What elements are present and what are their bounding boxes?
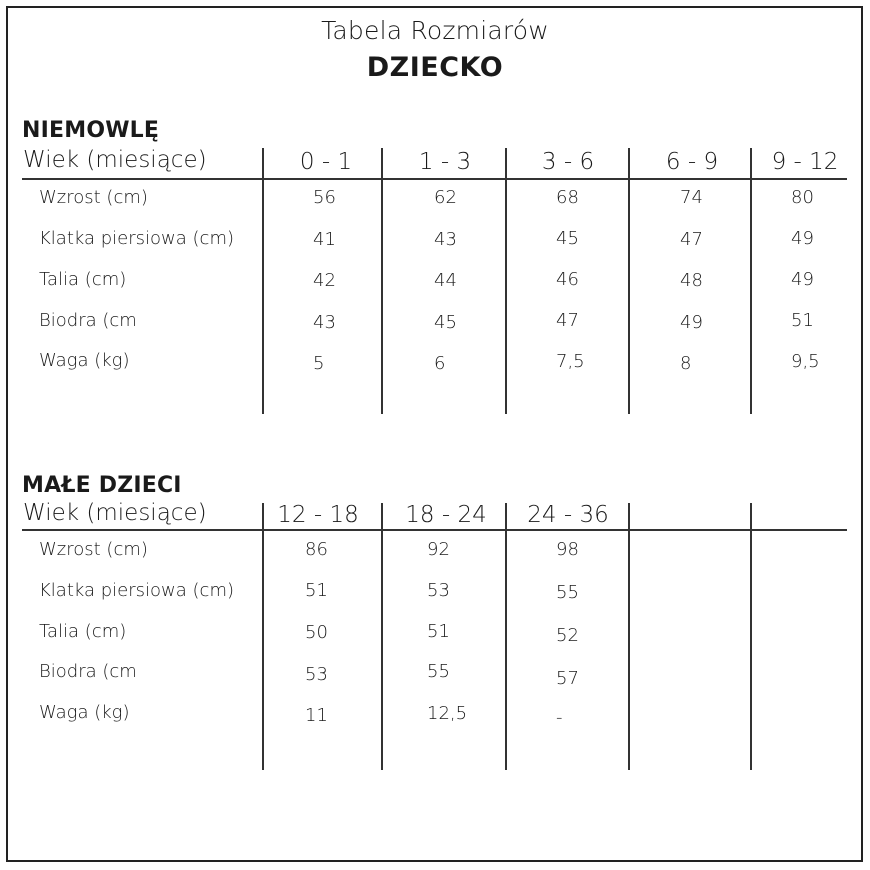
column-header: 12 - 18 [277,502,359,528]
table-cell: 98 [556,539,579,560]
table-cell: 49 [680,312,703,333]
table-cell: 74 [680,187,703,208]
row-label: Wzrost (cm) [39,187,148,208]
table-cell: 44 [434,270,457,291]
row-label: Talia (cm) [39,621,127,642]
page-title: Tabela Rozmiarów [321,16,549,45]
row-label: Waga (kg) [39,350,130,371]
header-divider [22,178,847,180]
table-cell: 55 [556,582,579,603]
table-cell: 53 [305,664,328,685]
column-header: 1 - 3 [418,149,472,175]
column-header: 18 - 24 [405,502,487,528]
row-label: Talia (cm) [39,269,127,290]
table-cell: 49 [791,269,814,290]
table-cell: 9,5 [791,351,820,372]
row-label: Klatka piersiowa (cm) [39,580,234,601]
table-cell: 53 [427,580,450,601]
column-divider [505,503,507,770]
column-header: 24 - 36 [527,502,609,528]
table-cell: 86 [305,539,328,560]
header-divider [22,529,847,531]
section-title: MAŁE DZIECI [22,473,182,498]
column-divider [628,148,630,414]
table-cell: 50 [305,622,328,643]
table-cell: 55 [427,661,450,682]
table-cell: 5 [313,353,325,374]
row-label: Waga (kg) [39,702,130,723]
page-subtitle: DZIECKO [366,52,504,83]
column-divider [750,148,752,414]
row-label: Wzrost (cm) [39,539,148,560]
column-divider [381,148,383,414]
row-label: Biodra (cm [39,310,137,331]
column-header: 0 - 1 [299,149,353,175]
table-cell: - [556,707,563,728]
table-cell: 52 [556,625,579,646]
table-cell: 45 [556,228,579,249]
table-cell: 48 [680,270,703,291]
row-label: Klatka piersiowa (cm) [39,228,234,249]
table-cell: 56 [313,187,336,208]
table-cell: 6 [434,353,446,374]
table-cell: 68 [556,187,579,208]
table-cell: 47 [556,310,579,331]
table-cell: 7,5 [556,351,585,372]
table-cell: 92 [427,539,450,560]
table-cell: 41 [313,229,336,250]
section-title: NIEMOWLĘ [22,118,160,143]
column-divider [262,148,264,414]
age-column-label: Wiek (miesiące) [23,147,207,173]
table-cell: 43 [434,229,457,250]
table-cell: 11 [305,705,328,726]
column-header: 9 - 12 [771,149,839,175]
table-cell: 12,5 [427,703,468,724]
column-divider [750,503,752,770]
column-divider [262,503,264,770]
column-header: 6 - 9 [665,149,719,175]
column-header: 3 - 6 [541,149,595,175]
table-cell: 43 [313,312,336,333]
table-cell: 47 [680,229,703,250]
table-cell: 45 [434,312,457,333]
column-divider [381,503,383,770]
table-cell: 8 [680,353,692,374]
row-label: Biodra (cm [39,661,137,682]
table-cell: 51 [305,580,328,601]
column-divider [505,148,507,414]
table-cell: 51 [427,621,450,642]
age-column-label: Wiek (miesiące) [23,500,207,526]
column-divider [628,503,630,770]
table-cell: 42 [313,270,336,291]
table-cell: 46 [556,269,579,290]
table-cell: 51 [791,310,814,331]
table-cell: 49 [791,228,814,249]
table-cell: 80 [791,187,814,208]
table-cell: 57 [556,668,579,689]
table-cell: 62 [434,187,457,208]
